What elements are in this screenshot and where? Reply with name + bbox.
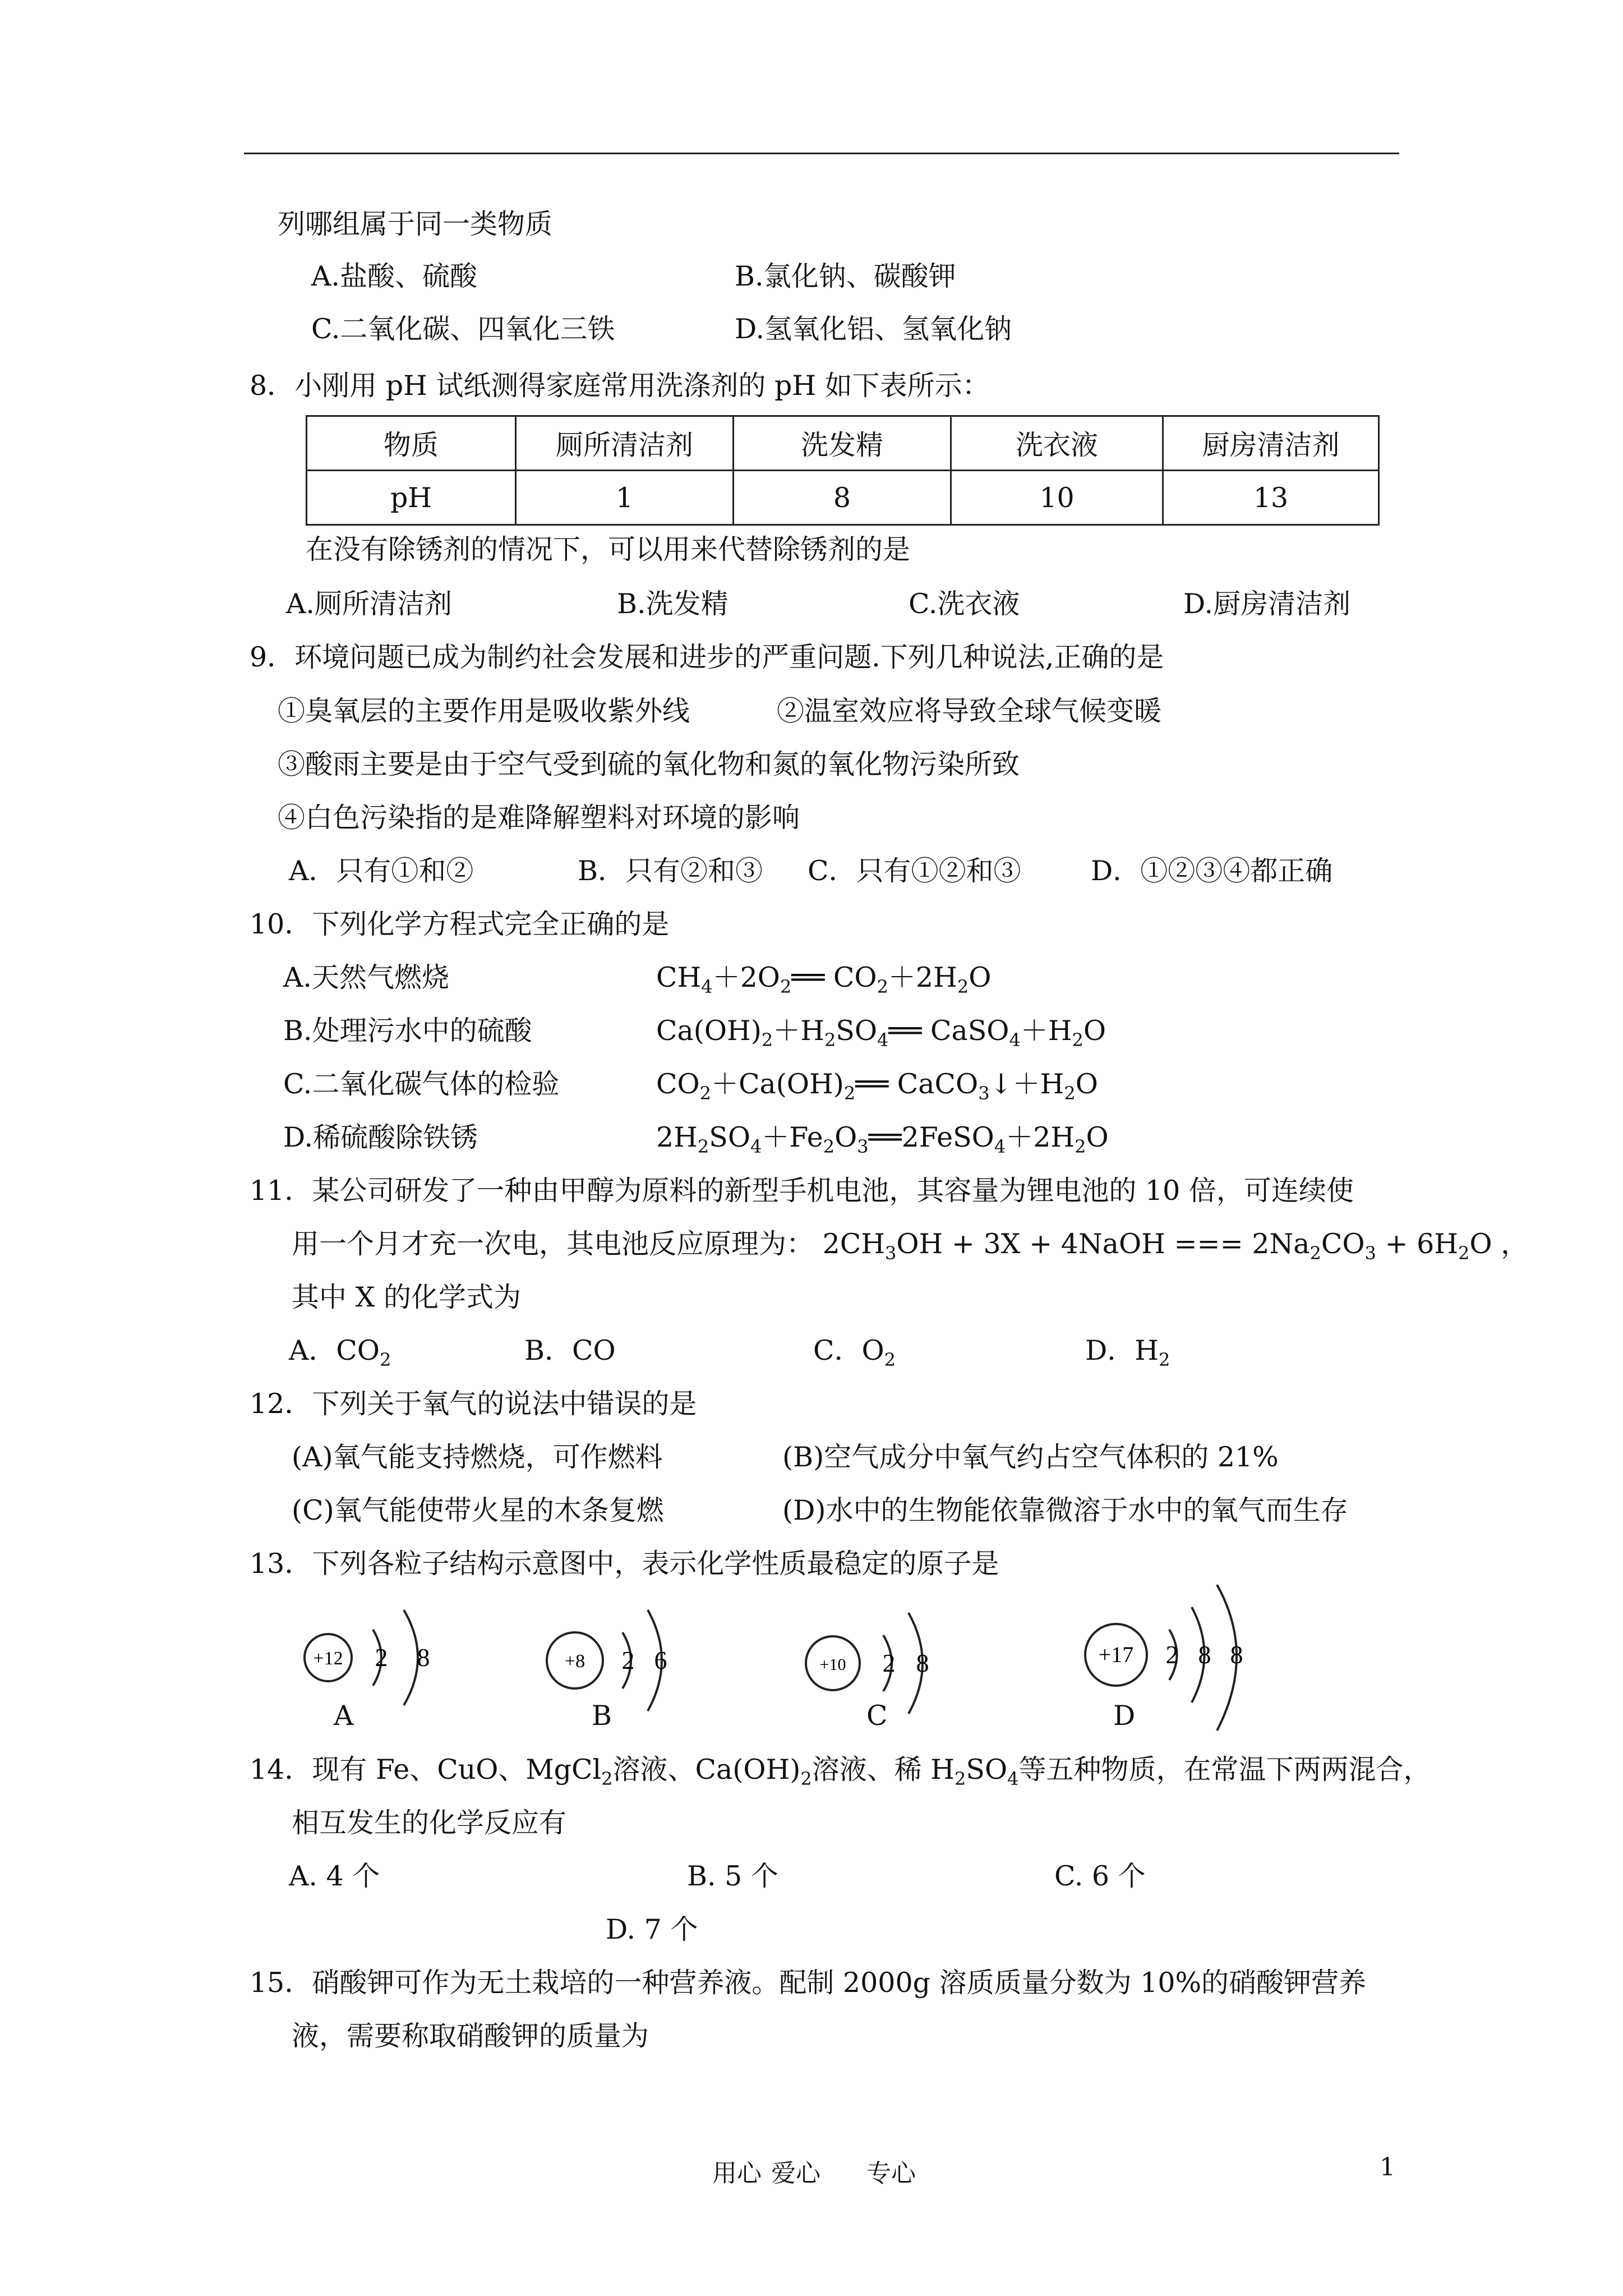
- table-cell: 1: [516, 471, 734, 525]
- shell-electrons: 2: [882, 1649, 896, 1677]
- table-cell: 厕所清洁剂: [516, 416, 734, 471]
- q15-line-2: 液，需要称取硝酸钾的质量为: [292, 2020, 649, 2052]
- q7-option-d: D.氢氧化铝、氢氧化钠: [735, 313, 1012, 345]
- q11-option-a: A．$CO_2$: [289, 1335, 391, 1370]
- table-header-row: [307, 416, 1379, 471]
- q11-option-c: C．$O_2$: [813, 1335, 896, 1370]
- q13-stem: 13．下列各粒子结构示意图中，表示化学性质最稳定的原子是: [250, 1548, 999, 1580]
- q15-line-1: 15．硝酸钾可作为无土栽培的一种营养液。配制 2000g 溶质质量分数为 10%的硝酸钾营养: [250, 1967, 1367, 1999]
- q10-equation-b: $Ca(OH)_2+H_2SO_4══$ $CaSO_4+H_2O$: [656, 1015, 1106, 1051]
- q11-option-d-text: D．H: [1085, 1335, 1159, 1366]
- q11-line-2-text: 用一个月才充一次电，其电池反应原理为：: [292, 1228, 814, 1260]
- q11-option-c-text: C．O: [813, 1335, 884, 1366]
- q9-option-b: B．只有②和③: [578, 855, 763, 887]
- q7-option-b: B.氯化钠、碳酸钾: [735, 260, 956, 292]
- q12-option-b: (B)空气成分中氧气约占空气体积的 21%: [782, 1441, 1279, 1473]
- q10-label-a: A.天然气燃烧: [283, 961, 449, 993]
- shell-electrons: 8: [1198, 1640, 1211, 1669]
- q14-option-d: D. 7 个: [606, 1913, 698, 1945]
- q11-line-2: [292, 1227, 1528, 1270]
- table-cell: 10: [951, 471, 1163, 525]
- q11-line-1: 11．某公司研发了一种由甲醇为原料的新型手机电池，其容量为锂电池的 10 倍，可连续使: [250, 1175, 1354, 1207]
- shell-electrons: 2: [621, 1646, 635, 1674]
- q11-reaction: $2CH_3OH + 3X$ + 4NaOH === $2Na_2CO_3 + 6H_2O$ ，: [814, 1228, 1529, 1264]
- atom-diagram-a: [297, 1596, 465, 1719]
- q9-statement-2: ②温室效应将导致全球气候变暖: [777, 695, 1162, 727]
- atom-diagram-b: [538, 1593, 707, 1722]
- nucleus-label: +12: [313, 1648, 343, 1669]
- q12-option-c: (C)氧气能使带火星的木条复燃: [292, 1494, 664, 1526]
- q11-option-b: B．CO: [524, 1335, 616, 1366]
- table-cell: 洗发精: [734, 416, 951, 471]
- q9-option-d: D．①②③④都正确: [1091, 855, 1333, 887]
- table-cell: pH: [307, 471, 516, 525]
- q12-stem: 12．下列关于氧气的说法中错误的是: [250, 1388, 697, 1420]
- nucleus-label: +17: [1098, 1642, 1134, 1667]
- atom-label-b: B: [592, 1700, 612, 1732]
- shell-electrons: 8: [1230, 1640, 1243, 1669]
- atom-label-c: C: [866, 1700, 888, 1732]
- atom-diagram-d: [1077, 1576, 1279, 1756]
- q14-line-1: 14．现有 Fe、CuO、MgCl$_2$溶液、$Ca(OH)_2$溶液、稀 $H_2SO_4$等五种物质，在常温下两两混合，: [250, 1754, 1431, 1789]
- q9-option-c: C．只有①②和③: [808, 855, 1021, 887]
- atom-label-d: D: [1113, 1700, 1136, 1732]
- shell-electrons: 2: [375, 1643, 388, 1672]
- table-cell: 8: [734, 471, 951, 525]
- q14-option-c: C. 6 个: [1054, 1860, 1146, 1892]
- q14-line-2: 相互发生的化学反应有: [292, 1807, 567, 1839]
- table-cell: 厨房清洁剂: [1163, 416, 1379, 471]
- q10-label-c: C.二氧化碳气体的检验: [283, 1068, 560, 1100]
- q11-line-3: 其中 X 的化学式为: [292, 1281, 522, 1313]
- nucleus-label: +10: [819, 1655, 846, 1674]
- q12-option-a: (A)氧气能支持燃烧，可作燃料: [292, 1441, 663, 1473]
- page-number: 1: [1380, 2153, 1395, 2182]
- q9-statement-1: ①臭氧层的主要作用是吸收紫外线: [278, 695, 690, 727]
- q14-option-b: B. 5 个: [687, 1860, 778, 1892]
- q11-option-a-text: A．CO: [289, 1335, 380, 1366]
- shell-electrons: 6: [654, 1646, 667, 1674]
- shell-electrons: 8: [916, 1649, 929, 1677]
- q9-statement-3: ③酸雨主要是由于空气受到硫的氧化物和氮的氧化物污染所致: [278, 748, 1020, 780]
- atom-label-a: A: [334, 1700, 354, 1732]
- table-row: [307, 471, 1379, 525]
- q8-option-c: C.洗衣液: [909, 588, 1020, 620]
- table-cell: 物质: [307, 416, 516, 471]
- q11-option-d: D．$H_2$: [1085, 1335, 1170, 1370]
- q8-option-d: D.厨房清洁剂: [1183, 588, 1351, 620]
- q8-option-a: A.厕所清洁剂: [286, 588, 452, 620]
- q7-text: 列哪组属于同一类物质: [278, 208, 553, 240]
- footer-item-3: 专心: [866, 2159, 916, 2188]
- q10-equation-a: $CH_4+2O_2══$ $CO_2+2H_2O$: [656, 961, 992, 997]
- q10-stem: 10．下列化学方程式完全正确的是: [250, 908, 670, 940]
- footer-item-2: 爱心: [771, 2159, 820, 2188]
- q10-label-b: B.处理污水中的硫酸: [283, 1015, 532, 1047]
- shell-electrons: 8: [417, 1643, 430, 1672]
- q8-question: 在没有除锈剂的情况下，可以用来代替除锈剂的是: [306, 533, 911, 565]
- q9-statement-4: ④白色污染指的是难降解塑料对环境的影响: [278, 802, 800, 834]
- shell-electrons: 2: [1165, 1640, 1179, 1669]
- q9-stem: 9．环境问题已成为制约社会发展和进步的严重问题.下列几种说法,正确的是: [250, 641, 1164, 673]
- table-cell: 13: [1163, 471, 1379, 525]
- footer-item-1: 用心: [712, 2159, 762, 2188]
- q7-option-a: A.盐酸、硫酸: [311, 260, 477, 292]
- q10-equation-d: $2H_2SO_4+Fe_2O_3══2FeSO_4+2H_2O$: [656, 1121, 1109, 1157]
- q12-option-d: (D)水中的生物能依靠微溶于水中的氧气而生存: [782, 1494, 1348, 1526]
- q8-stem: 8．小刚用 pH 试纸测得家庭常用洗涤剂的 pH 如下表所示：: [250, 370, 990, 402]
- nucleus-label: +8: [564, 1651, 585, 1672]
- q10-equation-c: $CO_2+Ca(OH)_2══$ $CaCO_3↓+H_2O$: [656, 1068, 1098, 1104]
- q10-label-d: D.稀硫酸除铁锈: [283, 1121, 478, 1153]
- header-rule: [244, 153, 1399, 154]
- q9-option-a: A．只有①和②: [289, 855, 474, 887]
- q7-option-c: C.二氧化碳、四氧化三铁: [311, 313, 615, 345]
- q8-option-b: B.洗发精: [617, 588, 728, 620]
- q14-option-a: A. 4 个: [289, 1860, 380, 1892]
- ph-table: [306, 415, 1380, 526]
- table-cell: 洗衣液: [951, 416, 1163, 471]
